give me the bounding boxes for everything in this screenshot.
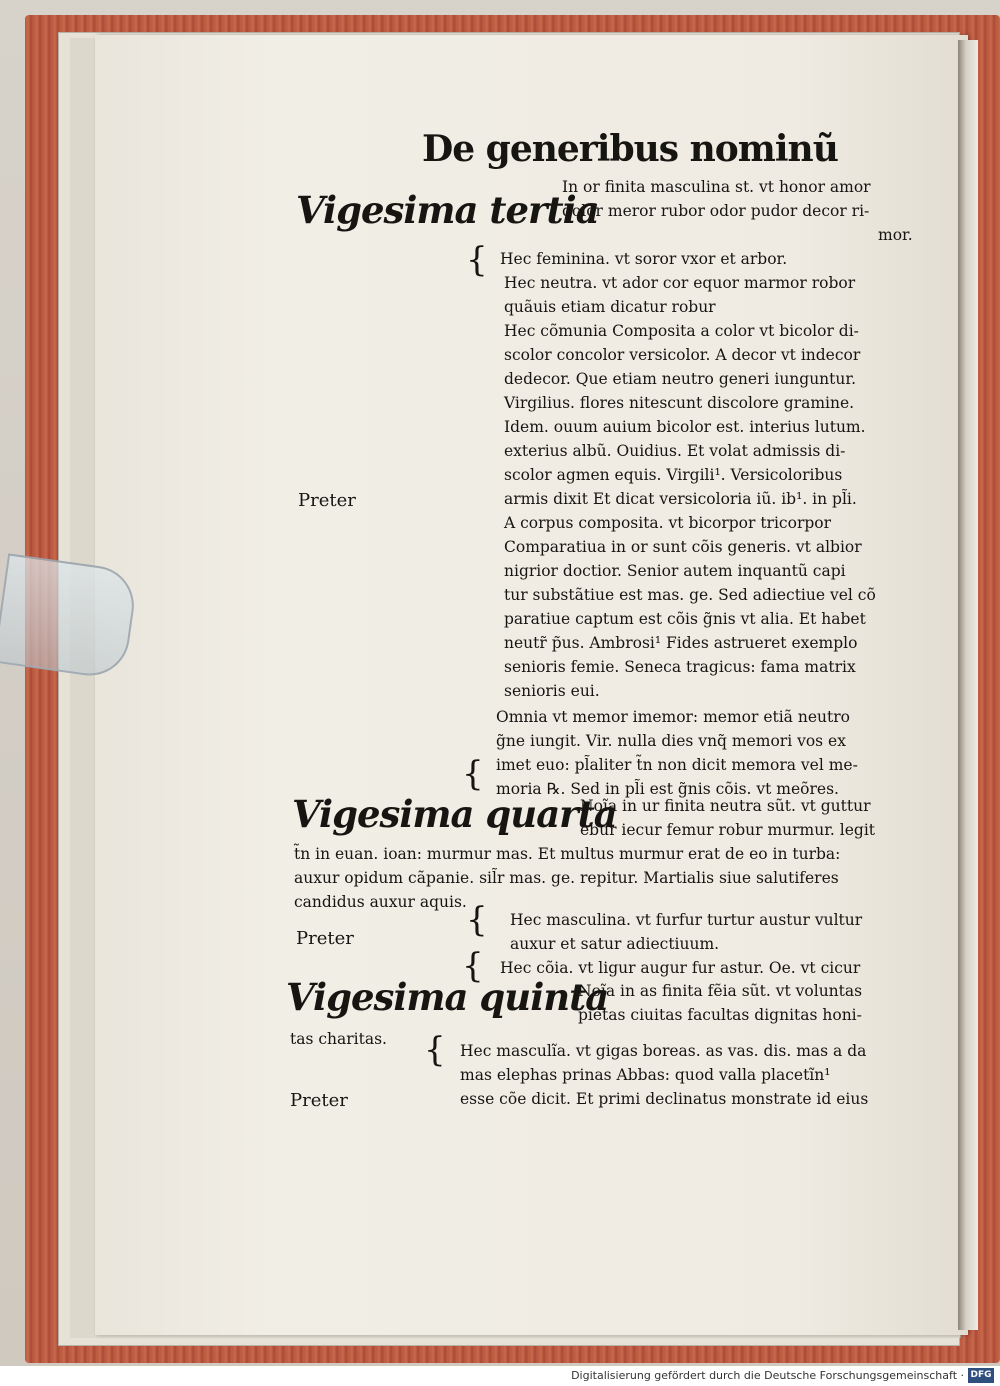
text-line: Virgilius. flores nitescunt discolore gramine. (504, 394, 855, 412)
text-line: esse cõe dicit. Et primi declinatus monstrate id eius (460, 1090, 869, 1108)
margin-note-preter: Preter (298, 490, 356, 511)
brace-icon: { (462, 754, 484, 794)
text-line: Noĩa in ur finita neutra sũt. vt guttur (580, 797, 871, 815)
rubric-vigesima-quinta: Vigesima quinta (286, 975, 609, 1019)
text-line: tas charitas. (290, 1030, 387, 1048)
text-line: In or finita masculina st. vt honor amor (562, 178, 871, 196)
text-line: neutr̃ p̃us. Ambrosi¹ Fides astrueret exemplo (504, 634, 858, 652)
text-line: senioris femie. Seneca tragicus: fama matrix (504, 658, 856, 676)
text-line: imet euo: pl̃aliter t̃n non dicit memora vel me- (496, 756, 858, 774)
text-line: Comparatiua in or sunt cõis generis. vt albior (504, 538, 862, 556)
text-line: Hec cõia. vt ligur augur fur astur. Oe. vt cicur (500, 959, 861, 977)
rubric-vigesima-quarta: Vigesima quarta (292, 792, 617, 836)
text-line: dolor meror rubor odor pudor decor ri- (562, 202, 870, 220)
text-line: tur substãtiue est mas. ge. Sed adiectiue vel cõ (504, 586, 876, 604)
text-line: senioris eui. (504, 682, 600, 700)
text-line: dedecor. Que etiam neutro generi iunguntur. (504, 370, 857, 388)
text-line: nigrior doctior. Senior autem inquantũ capi (504, 562, 846, 580)
footer-bar (0, 1366, 1000, 1386)
text-line: Hec cõmunia Composita a color vt bicolor di- (504, 322, 859, 340)
text-line: paratiue captum est cõis g̃nis vt alia. Et habet (504, 610, 866, 628)
text-line: Noĩa in as finita fẽia sũt. vt voluntas (578, 982, 863, 1000)
text-line: Omnia vt memor imemor: memor etiã neutro (496, 708, 850, 726)
text-line: Hec feminina. vt soror vxor et arbor. (500, 250, 788, 268)
text-line: A corpus composita. vt bicorpor tricorpor (504, 514, 832, 532)
text-line: auxur opidum cãpanie. sil̃r mas. ge. repitur. Martialis siue salutiferes (294, 869, 839, 887)
text-line: scolor concolor versicolor. A decor vt indecor (504, 346, 861, 364)
text-line: moria ℞. Sed in pl̃i est g̃nis cõis. vt meõres. (496, 780, 839, 798)
rubric-vigesima-tertia: Vigesima tertia (296, 188, 599, 232)
margin-note-preter: Preter (290, 1090, 348, 1111)
text-line: Idem. ouum auium bicolor est. interius lutum. (504, 418, 866, 436)
text-line: auxur et satur adiectiuum. (510, 935, 720, 953)
footer-credit: Digitalisierung gefördert durch die Deutsche Forschungsgemeinschaft · (571, 1369, 964, 1382)
text-line: pietas ciuitas facultas dignitas honi- (578, 1006, 862, 1024)
text-line: Hec masculina. vt furfur turtur austur vultur (510, 911, 863, 929)
book-gutter (958, 40, 978, 1330)
text-line: ebur iecur femur robur murmur. legit (580, 821, 876, 839)
margin-note-preter: Preter (296, 928, 354, 949)
text-line: g̃ne iungit. Vir. nulla dies vnq̃ memori vos ex (496, 732, 846, 750)
text-line: Hec neutra. vt ador cor equor marmor robor (504, 274, 856, 292)
text-line: t̃n in euan. ioan: murmur mas. Et multus murmur erat de eo in turba: (294, 845, 841, 863)
text-line: quãuis etiam dicatur robur (504, 298, 716, 316)
text-line: Hec masculĩa. vt gigas boreas. as vas. dis. mas a da (460, 1042, 867, 1060)
brace-icon: { (466, 900, 488, 940)
text-line: scolor agmen equis. Virgili¹. Versicoloribus (504, 466, 843, 484)
text-line: exterius albũ. Ouidius. Et volat admissis di- (504, 442, 846, 460)
text-line: armis dixit Et dicat versicoloria iũ. ib¹. in pl̃i. (504, 490, 857, 508)
text-line: mor. (878, 226, 913, 244)
text-line: mas elephas prinas Abbas: quod valla placetĩn¹ (460, 1066, 831, 1084)
brace-icon: { (466, 240, 488, 280)
brace-icon: { (462, 946, 484, 986)
text-line: candidus auxur aquis. (294, 893, 467, 911)
dfg-logo-icon: DFG (968, 1368, 994, 1383)
brace-icon: { (424, 1030, 446, 1070)
page-title: De generibus nominũ (422, 128, 838, 170)
